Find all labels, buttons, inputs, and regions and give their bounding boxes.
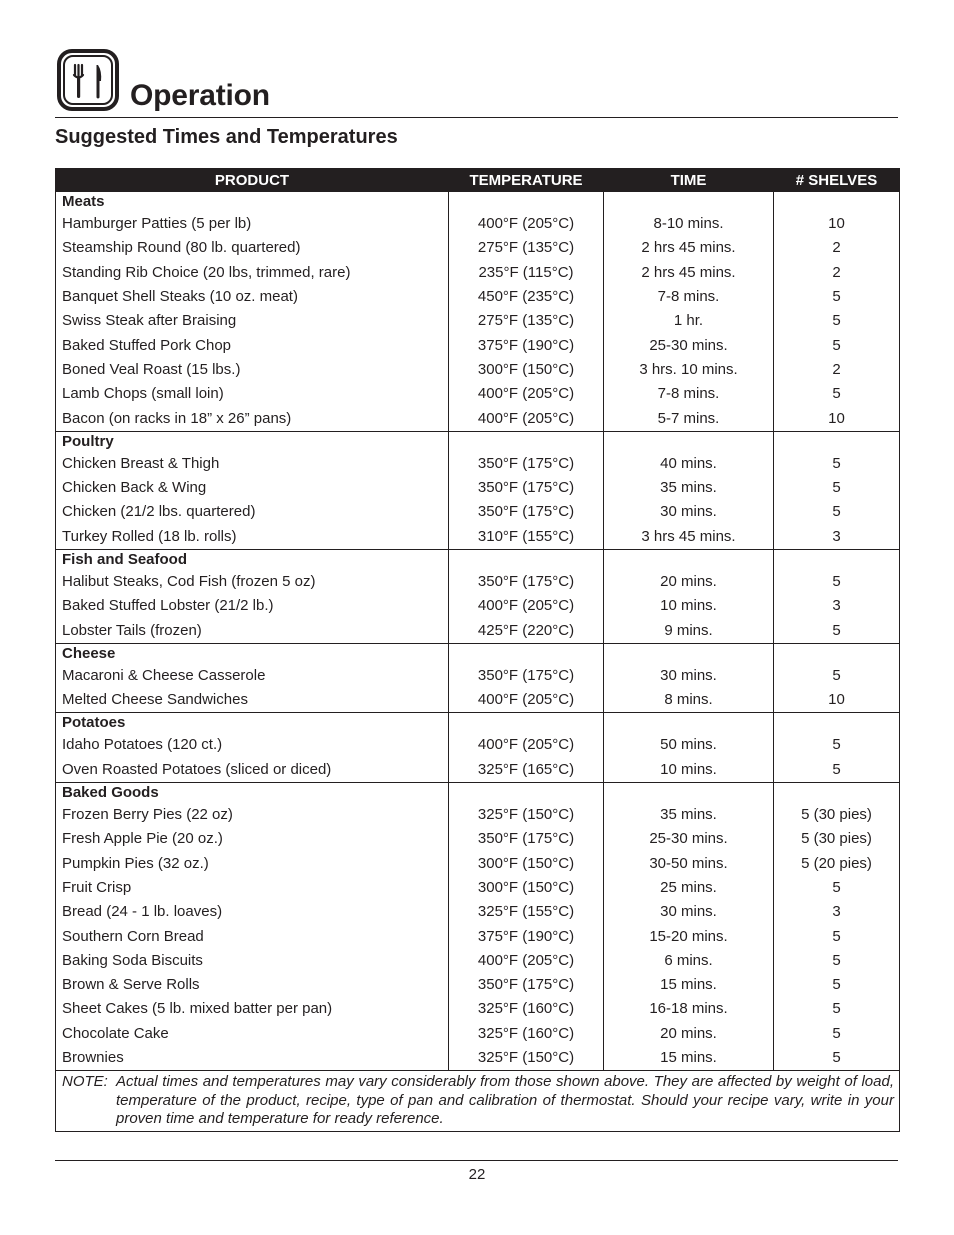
time-cell: 25-30 mins. <box>604 333 774 357</box>
time-cell: 2 hrs 45 mins. <box>604 236 774 260</box>
product-cell: Sheet Cakes (5 lb. mixed batter per pan) <box>56 997 449 1021</box>
temperature-cell: 300°F (150°C) <box>449 358 604 382</box>
temperature-cell: 450°F (235°C) <box>449 285 604 309</box>
table-row <box>56 997 900 1021</box>
shelves-cell: 3 <box>774 594 900 618</box>
temperature-cell: 300°F (150°C) <box>449 876 604 900</box>
temperature-cell: 400°F (205°C) <box>449 382 604 406</box>
empty-cell <box>449 549 604 570</box>
table-row <box>56 618 900 643</box>
category-row <box>56 643 900 664</box>
empty-cell <box>604 431 774 452</box>
category-row <box>56 192 900 213</box>
temperature-cell: 350°F (175°C) <box>449 500 604 524</box>
category-label: Potatoes <box>56 713 449 734</box>
empty-cell <box>774 782 900 803</box>
shelves-cell: 5 <box>774 949 900 973</box>
shelves-cell: 2 <box>774 358 900 382</box>
table-row <box>56 803 900 827</box>
temperature-cell: 325°F (160°C) <box>449 997 604 1021</box>
product-cell: Lamb Chops (small loin) <box>56 382 449 406</box>
table-row <box>56 476 900 500</box>
table-row <box>56 382 900 406</box>
time-cell: 20 mins. <box>604 1022 774 1046</box>
time-cell: 15 mins. <box>604 1046 774 1071</box>
table-row <box>56 285 900 309</box>
column-header-product: PRODUCT <box>56 169 449 192</box>
column-header-shelves: # SHELVES <box>774 169 900 192</box>
time-cell: 30 mins. <box>604 500 774 524</box>
shelves-cell: 5 <box>774 500 900 524</box>
table-row <box>56 1022 900 1046</box>
empty-cell <box>604 643 774 664</box>
temperature-cell: 275°F (135°C) <box>449 309 604 333</box>
time-cell: 5-7 mins. <box>604 406 774 431</box>
table-row <box>56 500 900 524</box>
time-cell: 10 mins. <box>604 594 774 618</box>
time-cell: 7-8 mins. <box>604 285 774 309</box>
time-cell: 6 mins. <box>604 949 774 973</box>
table-row <box>56 924 900 948</box>
column-header-temperature: TEMPERATURE <box>449 169 604 192</box>
product-cell: Standing Rib Choice (20 lbs, trimmed, rare) <box>56 261 449 285</box>
category-label: Poultry <box>56 431 449 452</box>
time-cell: 40 mins. <box>604 452 774 476</box>
product-cell: Macaroni & Cheese Casserole <box>56 664 449 688</box>
product-cell: Bacon (on racks in 18” x 26” pans) <box>56 406 449 431</box>
shelves-cell: 5 (30 pies) <box>774 827 900 851</box>
product-cell: Turkey Rolled (18 lb. rolls) <box>56 525 449 550</box>
table-row <box>56 949 900 973</box>
table-row <box>56 688 900 713</box>
section-title: Suggested Times and Temperatures <box>55 126 398 148</box>
shelves-cell: 5 <box>774 1046 900 1071</box>
shelves-cell: 5 <box>774 924 900 948</box>
table-header-row <box>56 169 900 192</box>
note-label: NOTE: <box>62 1073 108 1091</box>
note-row <box>56 1071 900 1132</box>
product-cell: Fresh Apple Pie (20 oz.) <box>56 827 449 851</box>
temperature-cell: 375°F (190°C) <box>449 924 604 948</box>
temperature-cell: 350°F (175°C) <box>449 476 604 500</box>
shelves-cell: 5 (20 pies) <box>774 852 900 876</box>
product-cell: Boned Veal Roast (15 lbs.) <box>56 358 449 382</box>
temperature-cell: 400°F (205°C) <box>449 733 604 757</box>
product-cell: Steamship Round (80 lb. quartered) <box>56 236 449 260</box>
shelves-cell: 5 <box>774 382 900 406</box>
fork-knife-icon <box>57 49 119 111</box>
temperature-cell: 375°F (190°C) <box>449 333 604 357</box>
time-cell: 15-20 mins. <box>604 924 774 948</box>
temperature-cell: 350°F (175°C) <box>449 664 604 688</box>
product-cell: Baked Stuffed Lobster (21/2 lb.) <box>56 594 449 618</box>
header-divider <box>55 117 898 118</box>
product-cell: Frozen Berry Pies (22 oz) <box>56 803 449 827</box>
product-cell: Baked Stuffed Pork Chop <box>56 333 449 357</box>
shelves-cell: 5 <box>774 452 900 476</box>
temperature-cell: 400°F (205°C) <box>449 212 604 236</box>
page-number: 22 <box>468 1166 486 1183</box>
footer-divider <box>55 1160 898 1161</box>
temperature-cell: 235°F (115°C) <box>449 261 604 285</box>
product-cell: Fruit Crisp <box>56 876 449 900</box>
temperature-cell: 325°F (160°C) <box>449 1022 604 1046</box>
shelves-cell: 5 <box>774 997 900 1021</box>
empty-cell <box>449 643 604 664</box>
table-row <box>56 973 900 997</box>
empty-cell <box>604 549 774 570</box>
time-cell: 1 hr. <box>604 309 774 333</box>
table-body <box>56 192 900 1071</box>
time-cell: 9 mins. <box>604 618 774 643</box>
time-cell: 16-18 mins. <box>604 997 774 1021</box>
product-cell: Brown & Serve Rolls <box>56 973 449 997</box>
page-title: Operation <box>130 79 270 112</box>
temperature-cell: 400°F (205°C) <box>449 688 604 713</box>
temperature-cell: 400°F (205°C) <box>449 949 604 973</box>
table-row <box>56 261 900 285</box>
table-row <box>56 1046 900 1071</box>
shelves-cell: 5 <box>774 285 900 309</box>
table-row <box>56 827 900 851</box>
time-cell: 30 mins. <box>604 900 774 924</box>
shelves-cell: 5 <box>774 876 900 900</box>
shelves-cell: 5 <box>774 309 900 333</box>
temperature-cell: 400°F (205°C) <box>449 406 604 431</box>
shelves-cell: 10 <box>774 212 900 236</box>
time-cell: 35 mins. <box>604 476 774 500</box>
product-cell: Lobster Tails (frozen) <box>56 618 449 643</box>
category-row <box>56 549 900 570</box>
temperature-cell: 325°F (150°C) <box>449 1046 604 1071</box>
product-cell: Chicken Back & Wing <box>56 476 449 500</box>
shelves-cell: 5 <box>774 973 900 997</box>
table-row <box>56 236 900 260</box>
empty-cell <box>449 192 604 213</box>
temperature-cell: 350°F (175°C) <box>449 570 604 594</box>
shelves-cell: 10 <box>774 406 900 431</box>
note-text: Actual times and temperatures may vary considerably from those shown above. They are affected by weight of load, temperature of the product, recipe, type of pan and calibration of thermostat. Should your recipe vary, write in your proven time and temperature for ready reference. <box>116 1073 894 1128</box>
product-cell: Chicken (21/2 lbs. quartered) <box>56 500 449 524</box>
table-row <box>56 406 900 431</box>
empty-cell <box>604 713 774 734</box>
temperature-cell: 350°F (175°C) <box>449 973 604 997</box>
temperature-cell: 350°F (175°C) <box>449 827 604 851</box>
product-cell: Banquet Shell Steaks (10 oz. meat) <box>56 285 449 309</box>
shelves-cell: 5 <box>774 570 900 594</box>
shelves-cell: 5 <box>774 333 900 357</box>
time-cell: 25-30 mins. <box>604 827 774 851</box>
table-row <box>56 452 900 476</box>
table-row <box>56 594 900 618</box>
empty-cell <box>774 643 900 664</box>
temperature-cell: 425°F (220°C) <box>449 618 604 643</box>
shelves-cell: 5 <box>774 664 900 688</box>
category-row <box>56 782 900 803</box>
empty-cell <box>449 782 604 803</box>
table-row <box>56 212 900 236</box>
time-cell: 8-10 mins. <box>604 212 774 236</box>
temperature-cell: 275°F (135°C) <box>449 236 604 260</box>
temperature-cell: 350°F (175°C) <box>449 452 604 476</box>
category-label: Fish and Seafood <box>56 549 449 570</box>
temperature-cell: 325°F (165°C) <box>449 758 604 783</box>
category-label: Cheese <box>56 643 449 664</box>
product-cell: Hamburger Patties (5 per lb) <box>56 212 449 236</box>
table-row <box>56 876 900 900</box>
table-row <box>56 309 900 333</box>
product-cell: Brownies <box>56 1046 449 1071</box>
time-cell: 50 mins. <box>604 733 774 757</box>
product-cell: Southern Corn Bread <box>56 924 449 948</box>
times-temperatures-table <box>55 168 900 1132</box>
product-cell: Chocolate Cake <box>56 1022 449 1046</box>
table-row <box>56 900 900 924</box>
temperature-cell: 400°F (205°C) <box>449 594 604 618</box>
column-header-time: TIME <box>604 169 774 192</box>
empty-cell <box>449 713 604 734</box>
empty-cell <box>604 782 774 803</box>
temperature-cell: 300°F (150°C) <box>449 852 604 876</box>
category-row <box>56 713 900 734</box>
empty-cell <box>774 549 900 570</box>
time-cell: 2 hrs 45 mins. <box>604 261 774 285</box>
shelves-cell: 5 <box>774 758 900 783</box>
time-cell: 30 mins. <box>604 664 774 688</box>
empty-cell <box>449 431 604 452</box>
shelves-cell: 5 <box>774 476 900 500</box>
table-row <box>56 525 900 550</box>
product-cell: Halibut Steaks, Cod Fish (frozen 5 oz) <box>56 570 449 594</box>
shelves-cell: 2 <box>774 261 900 285</box>
shelves-cell: 2 <box>774 236 900 260</box>
shelves-cell: 3 <box>774 525 900 550</box>
time-cell: 7-8 mins. <box>604 382 774 406</box>
shelves-cell: 5 <box>774 1022 900 1046</box>
shelves-cell: 5 (30 pies) <box>774 803 900 827</box>
temperature-cell: 325°F (150°C) <box>449 803 604 827</box>
product-cell: Melted Cheese Sandwiches <box>56 688 449 713</box>
shelves-cell: 5 <box>774 733 900 757</box>
time-cell: 15 mins. <box>604 973 774 997</box>
time-cell: 30-50 mins. <box>604 852 774 876</box>
product-cell: Swiss Steak after Braising <box>56 309 449 333</box>
time-cell: 3 hrs 45 mins. <box>604 525 774 550</box>
category-label: Baked Goods <box>56 782 449 803</box>
shelves-cell: 3 <box>774 900 900 924</box>
product-cell: Chicken Breast & Thigh <box>56 452 449 476</box>
shelves-cell: 10 <box>774 688 900 713</box>
category-label: Meats <box>56 192 449 213</box>
empty-cell <box>774 713 900 734</box>
table-row <box>56 333 900 357</box>
table-row <box>56 570 900 594</box>
shelves-cell: 5 <box>774 618 900 643</box>
time-cell: 20 mins. <box>604 570 774 594</box>
note-cell <box>56 1071 900 1132</box>
product-cell: Baking Soda Biscuits <box>56 949 449 973</box>
product-cell: Bread (24 - 1 lb. loaves) <box>56 900 449 924</box>
table-row <box>56 664 900 688</box>
empty-cell <box>604 192 774 213</box>
time-cell: 10 mins. <box>604 758 774 783</box>
table-row <box>56 852 900 876</box>
time-cell: 35 mins. <box>604 803 774 827</box>
product-cell: Idaho Potatoes (120 ct.) <box>56 733 449 757</box>
time-cell: 8 mins. <box>604 688 774 713</box>
table-row <box>56 358 900 382</box>
table-row <box>56 733 900 757</box>
temperature-cell: 325°F (155°C) <box>449 900 604 924</box>
empty-cell <box>774 431 900 452</box>
time-cell: 25 mins. <box>604 876 774 900</box>
time-cell: 3 hrs. 10 mins. <box>604 358 774 382</box>
empty-cell <box>774 192 900 213</box>
table-row <box>56 758 900 783</box>
temperature-cell: 310°F (155°C) <box>449 525 604 550</box>
product-cell: Pumpkin Pies (32 oz.) <box>56 852 449 876</box>
product-cell: Oven Roasted Potatoes (sliced or diced) <box>56 758 449 783</box>
category-row <box>56 431 900 452</box>
